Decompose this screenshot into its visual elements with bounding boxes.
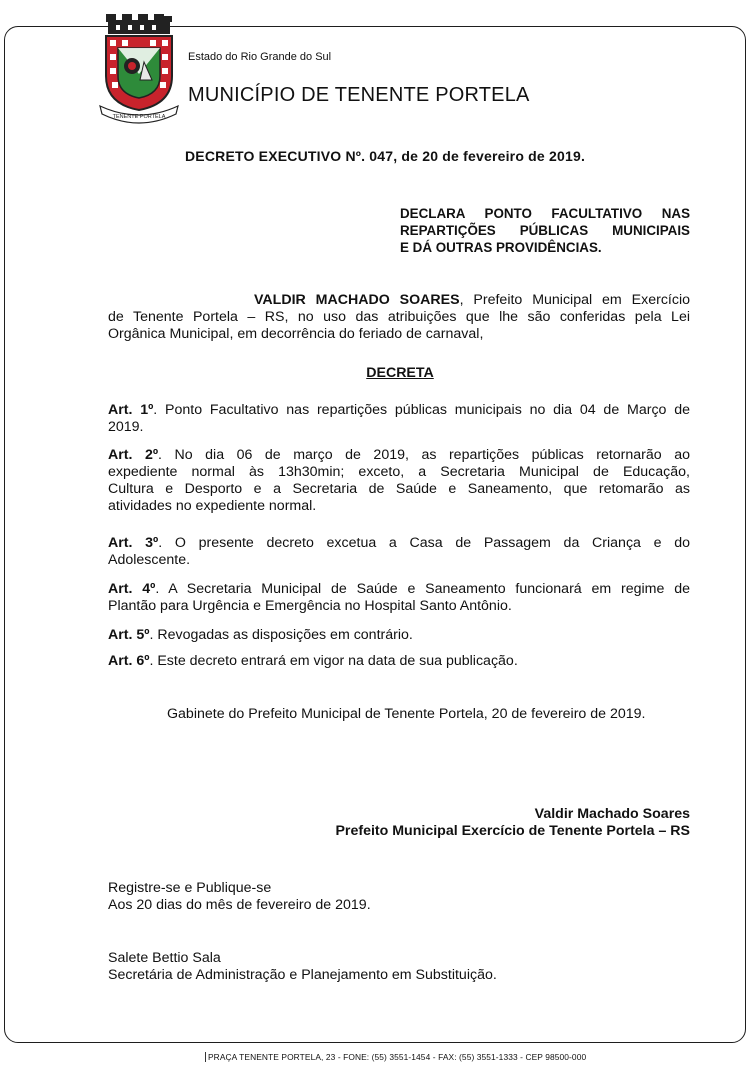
article-1 (108, 402, 690, 436)
article-3 (108, 535, 690, 569)
article-4 (108, 581, 690, 615)
summary-line: REPARTIÇÕES PÚBLICAS MUNICIPAIS (400, 223, 690, 238)
article-line (108, 535, 690, 552)
article-2 (108, 447, 690, 515)
article-text: . O presente decreto excetua a Casa de Passagem da Criança e do (158, 535, 690, 551)
signatory-name: Valdir Machado Soares (534, 806, 690, 822)
article-line: expediente normal às 13h30min; exceto, a Secretaria Municipal de Educação, (108, 464, 690, 480)
secretary-block (108, 950, 497, 984)
article-text: . Revogadas as disposições em contrário. (149, 627, 413, 643)
registration-line: Registre-se e Publique-se (108, 880, 272, 896)
decreta-heading: DECRETA (366, 365, 434, 381)
article-line (108, 581, 690, 598)
article-line (108, 653, 690, 670)
closing-place-date: Gabinete do Prefeito Municipal de Tenente Portela, 20 de fevereiro de 2019. (167, 706, 646, 722)
secretary-role: Secretária de Administração e Planejamento em Substituição. (108, 967, 497, 983)
article-label: Art. 2º (108, 447, 159, 463)
summary-line: E DÁ OUTRAS PROVIDÊNCIAS. (400, 240, 602, 255)
preamble (108, 292, 690, 343)
state-name: Estado do Rio Grande do Sul (188, 51, 332, 63)
article-line: 2019. (108, 419, 144, 435)
decree-title: DECRETO EXECUTIVO Nº. 047, de 20 de fevereiro de 2019. (185, 148, 586, 164)
footer-address: PRAÇA TENENTE PORTELA, 23 - FONE: (55) 3551-1454 - FAX: (55) 3551-1333 - CEP 98500-000 (205, 1052, 586, 1062)
article-line (108, 447, 690, 464)
article-5 (108, 627, 690, 644)
article-text: . No dia 06 de março de 2019, as repartições públicas retornarão ao (158, 447, 690, 463)
article-line: Adolescente. (108, 552, 191, 568)
signatory-role: Prefeito Municipal Exercício de Tenente Portela – RS (335, 823, 690, 839)
registration-block (108, 880, 371, 914)
article-label: Art. 6º (108, 653, 150, 669)
article-label: Art. 1º (108, 402, 154, 418)
article-text: . Ponto Facultativo nas repartições públicas municipais no dia 04 de Março de (153, 402, 690, 418)
registration-line: Aos 20 dias do mês de fevereiro de 2019. (108, 897, 371, 913)
preamble-line: Orgânica Municipal, em decorrência do feriado de carnaval, (108, 326, 484, 342)
article-text: . A Secretaria Municipal de Saúde e Saneamento funcionará em regime de (155, 581, 690, 597)
signature-block (335, 806, 690, 840)
mayor-name: VALDIR MACHADO SOARES (254, 292, 460, 308)
municipality-name: MUNICÍPIO DE TENENTE PORTELA (188, 84, 530, 106)
article-line (108, 402, 690, 419)
summary-line: DECLARA PONTO FACULTATIVO NAS (400, 206, 690, 221)
article-line: atividades no expediente normal. (108, 498, 317, 514)
article-6 (108, 653, 690, 670)
crest-ribbon-text: TENENTE PORTELA (112, 114, 166, 120)
secretary-name: Salete Bettio Sala (108, 950, 221, 966)
article-label: Art. 4º (108, 581, 156, 597)
preamble-text: , Prefeito Municipal em Exercício (459, 292, 690, 308)
coat-of-arms-icon (96, 14, 182, 124)
article-label: Art. 5º (108, 627, 150, 643)
article-label: Art. 3º (108, 535, 159, 551)
preamble-line (108, 292, 690, 309)
article-line: Plantão para Urgência e Emergência no Hospital Santo Antônio. (108, 598, 512, 614)
decree-summary (400, 205, 690, 256)
article-text: . Este decreto entrará em vigor na data de sua publicação. (149, 653, 518, 669)
article-line (108, 627, 690, 644)
preamble-line: de Tenente Portela – RS, no uso das atribuições que lhe são conferidas pela Lei (108, 309, 690, 325)
article-line: Cultura e Desporto e a Secretaria de Saúde e Saneamento, que retomarão as (108, 481, 690, 497)
